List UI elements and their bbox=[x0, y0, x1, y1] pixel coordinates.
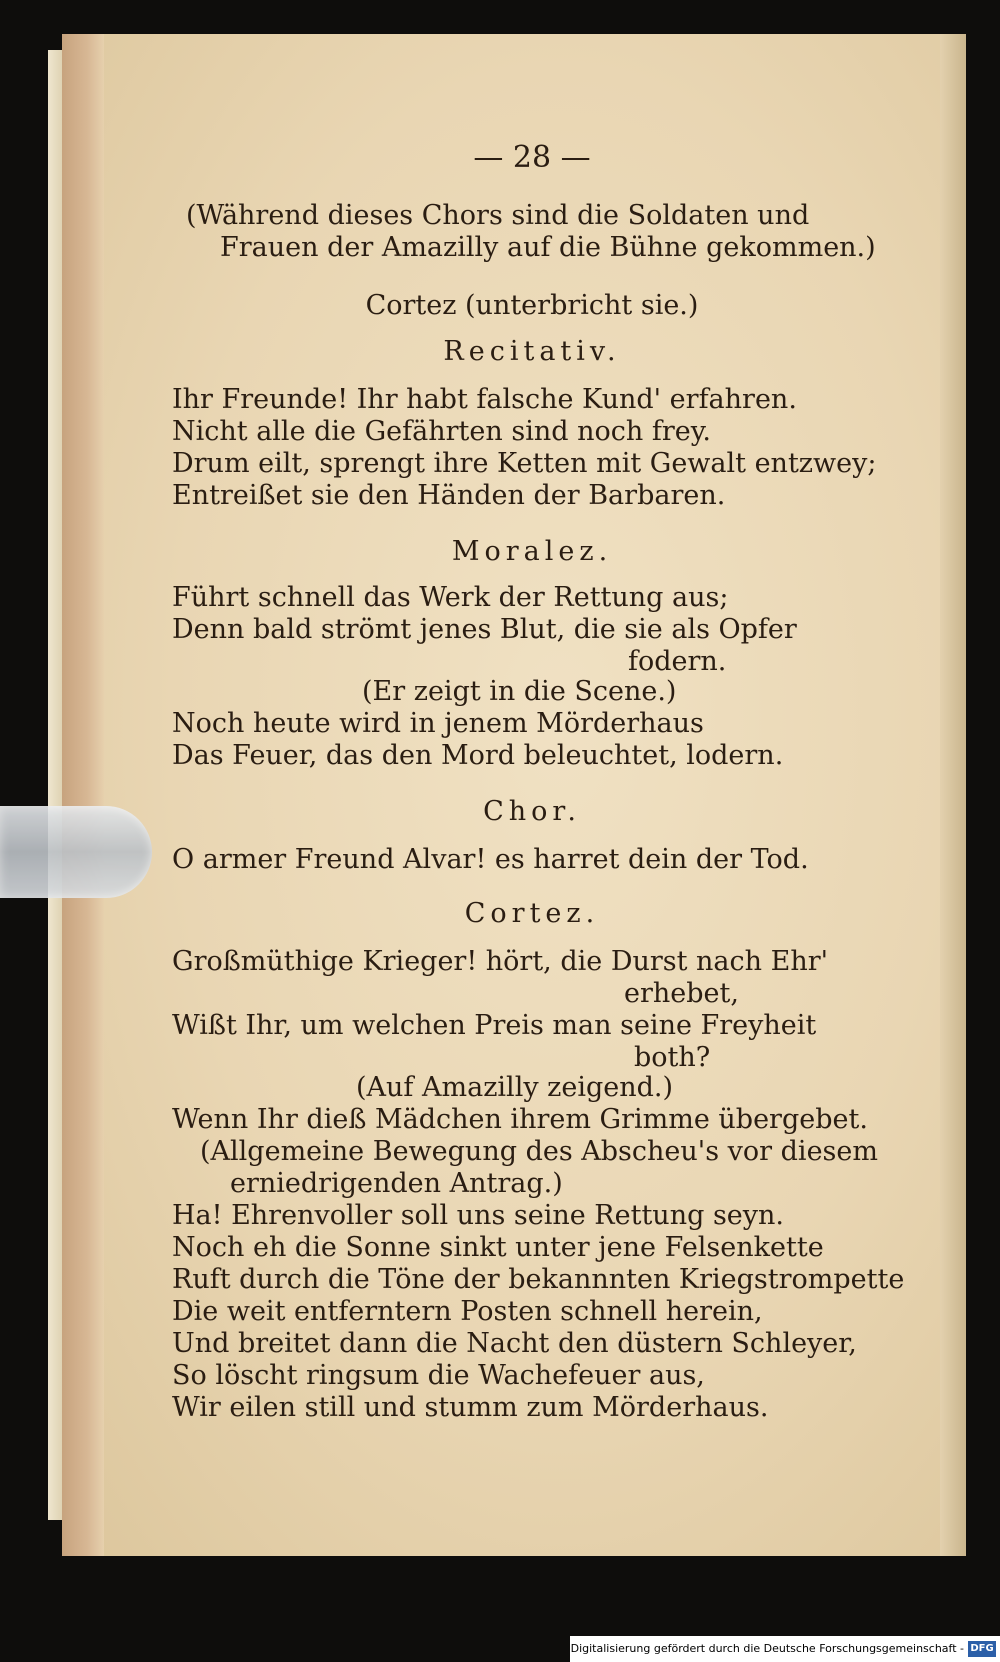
plastic-page-clip bbox=[0, 806, 152, 898]
stage-direction: (Während dieses Chors sind die Soldaten und bbox=[186, 200, 810, 231]
verse-line: Noch eh die Sonne sinkt unter jene Felsenkette bbox=[172, 1232, 824, 1263]
verse-line: Nicht alle die Gefährten sind noch frey. bbox=[172, 416, 711, 447]
verse-line: Noch heute wird in jenem Mörderhaus bbox=[172, 708, 704, 739]
page-number: — 28 — bbox=[473, 140, 591, 175]
verse-line: Denn bald strömt jenes Blut, die sie als Opfer bbox=[172, 614, 797, 645]
verse-line-continuation: erhebet, bbox=[624, 978, 739, 1009]
verse-line: Ihr Freunde! Ihr habt falsche Kund' erfahren. bbox=[172, 384, 797, 415]
page-right-edge bbox=[940, 34, 966, 1556]
stage-direction: (Auf Amazilly zeigend.) bbox=[356, 1072, 674, 1103]
verse-line: So löscht ringsum die Wachefeuer aus, bbox=[172, 1360, 705, 1391]
verse-line: Und breitet dann die Nacht den düstern Schleyer, bbox=[172, 1328, 857, 1359]
verse-line: Führt schnell das Werk der Rettung aus; bbox=[172, 582, 729, 613]
speaker-heading: Cortez. bbox=[464, 898, 600, 929]
verse-line: Wir eilen still und stumm zum Mörderhaus. bbox=[172, 1392, 769, 1423]
speaker-heading: Cortez (unterbricht sie.) bbox=[365, 290, 699, 321]
verse-line: Ha! Ehrenvoller soll uns seine Rettung seyn. bbox=[172, 1200, 785, 1231]
verse-line: Drum eilt, sprengt ihre Ketten mit Gewalt entzwey; bbox=[172, 448, 877, 479]
stage-direction: Frauen der Amazilly auf die Bühne gekommen.) bbox=[220, 232, 876, 263]
verse-line: Wenn Ihr dieß Mädchen ihrem Grimme übergebet. bbox=[172, 1104, 868, 1135]
verse-line: Ruft durch die Töne der bekannnten Kriegstrompette bbox=[172, 1264, 905, 1295]
verse-line: Entreißet sie den Händen der Barbaren. bbox=[172, 480, 726, 511]
verse-line-continuation: fodern. bbox=[628, 646, 727, 677]
verse-line: Das Feuer, das den Mord beleuchtet, lodern. bbox=[172, 740, 784, 771]
stage-direction: (Allgemeine Bewegung des Abscheu's vor diesem bbox=[200, 1136, 878, 1167]
verse-line: Großmüthige Krieger! hört, die Durst nach Ehr' bbox=[172, 946, 829, 977]
verse-line: Wißt Ihr, um welchen Preis man seine Freyheit bbox=[172, 1010, 817, 1041]
page-gutter bbox=[62, 34, 104, 1556]
speaker-heading: Moralez. bbox=[451, 536, 613, 567]
verse-line-continuation: both? bbox=[634, 1042, 711, 1073]
verse-line: Die weit entferntern Posten schnell herein, bbox=[172, 1296, 763, 1327]
dfg-logo: DFG bbox=[968, 1641, 996, 1657]
digitization-credit: Digitalisierung gefördert durch die Deutsche Forschungsgemeinschaft - bbox=[570, 1636, 1000, 1662]
stage-direction: (Er zeigt in die Scene.) bbox=[362, 676, 677, 707]
speaker-heading: Chor. bbox=[483, 796, 581, 827]
section-heading: Recitativ. bbox=[443, 336, 621, 367]
verse-line: O armer Freund Alvar! es harret dein der Tod. bbox=[172, 844, 809, 875]
stage-direction: erniedrigenden Antrag.) bbox=[230, 1168, 563, 1199]
